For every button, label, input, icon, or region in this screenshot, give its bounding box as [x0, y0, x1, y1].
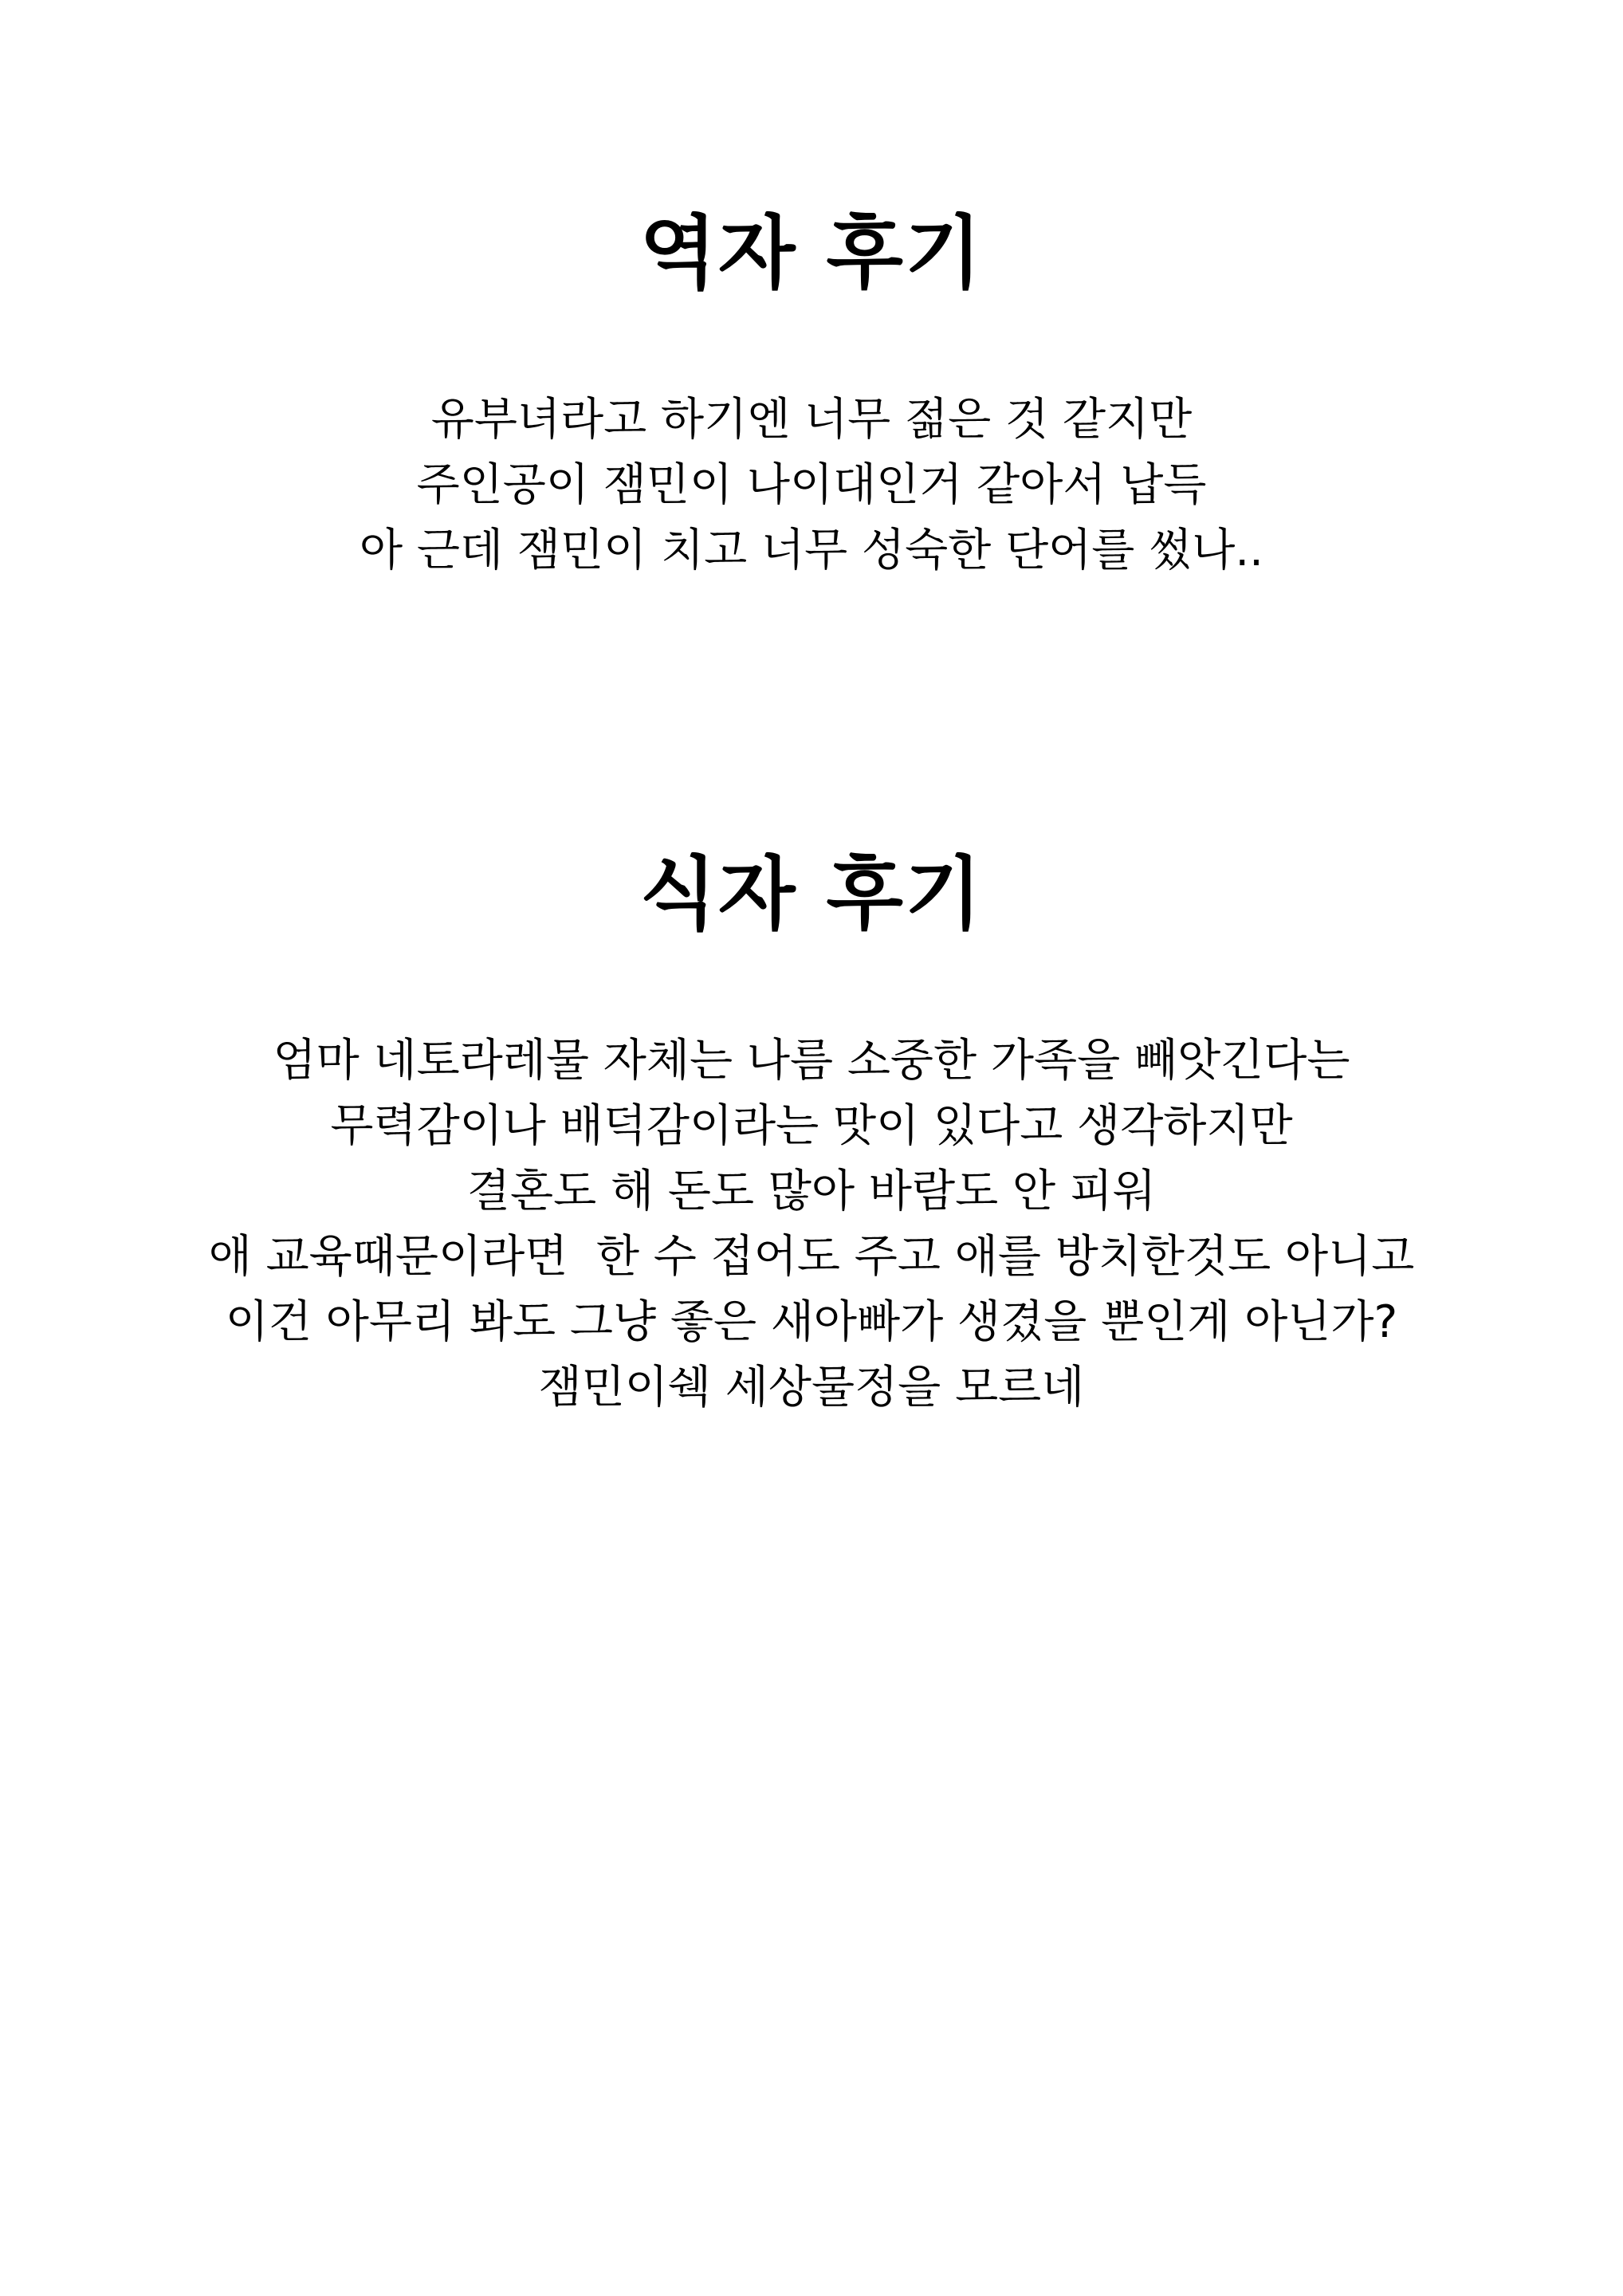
editor-note-line: 애 교육때문이라면 한 수 접어도 주고 애를 방치한것도 아니고: [208, 1231, 1415, 1283]
translator-note-body: [0, 387, 1623, 584]
editor-note-line: 이건 아무리 봐도 그냥 좋은 새아빠가 생겼을 뿐인게 아닌가?: [225, 1296, 1398, 1348]
editor-note-section: [0, 847, 1623, 1421]
translator-note-heading: 역자 후기: [639, 206, 984, 300]
translator-note-line: 아 근데 잼민이 치고 너무 성숙한 단어를 썼나..: [360, 525, 1263, 576]
editor-note-line: 잼민이쉑 세상물정을 모르네: [538, 1362, 1085, 1413]
translator-note-section: [0, 206, 1623, 584]
editor-note-line: 엄마 네토라레물 자체는 나름 소중한 가족을 빼앗긴다는: [273, 1035, 1350, 1087]
editor-note-line: 무력감이나 배덕감이라는 맛이 있다고 생각하지만: [330, 1100, 1293, 1152]
editor-note-body: [0, 1028, 1623, 1421]
editor-note-heading: 식자 후기: [639, 847, 984, 941]
translator-note-line: 유부녀라고 하기엔 너무 젊은 것 같지만: [430, 394, 1193, 446]
translator-note-line: 주인공이 잼민이 나이대인거 같아서 납득: [416, 459, 1207, 511]
editor-note-line: 결혼도 해 돈도 많아 바람도 안 피워: [466, 1166, 1157, 1217]
